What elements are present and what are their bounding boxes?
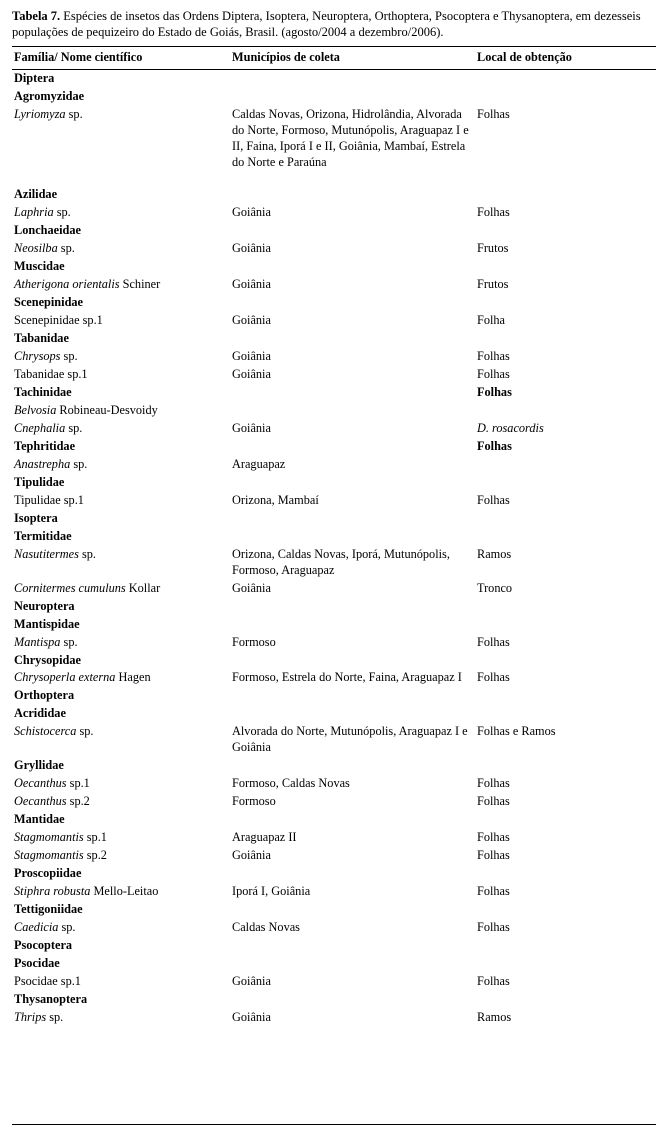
table-row <box>12 70 656 88</box>
table-row <box>12 669 656 687</box>
cell-species-name <box>12 366 230 384</box>
table-row <box>12 901 656 919</box>
table-row <box>12 847 656 865</box>
cell-place: Folhas <box>477 830 510 845</box>
table-row <box>12 276 656 294</box>
table-row <box>12 420 656 438</box>
cell-place <box>475 757 656 775</box>
cell-family-name: Gryllidae <box>14 758 64 773</box>
table-row <box>12 510 656 528</box>
cell-family-name: Lonchaeidae <box>14 222 81 237</box>
species-genus: Schistocerca <box>14 724 77 739</box>
table-row <box>12 546 656 580</box>
species-genus: Belvosia <box>14 402 57 417</box>
cell-cities <box>230 474 475 492</box>
cell-place <box>475 865 656 883</box>
cell-place <box>475 991 656 1009</box>
cell-place: Folhas e Ramos <box>477 724 556 739</box>
cell-cities: Goiânia <box>232 366 271 381</box>
table-row <box>12 757 656 775</box>
table-row <box>12 919 656 937</box>
insect-species-table <box>12 46 656 1027</box>
species-suffix: sp.2 <box>66 794 90 809</box>
cell-family-name: Azilidae <box>14 186 58 201</box>
cell-cities: Formoso <box>232 634 276 649</box>
cell-cities <box>230 616 475 634</box>
cell-cities <box>230 757 475 775</box>
table-row <box>12 829 656 847</box>
table-row <box>12 186 656 204</box>
table-row <box>12 723 656 757</box>
cell-cities <box>230 865 475 883</box>
cell-place <box>475 705 656 723</box>
cell-place <box>475 420 656 438</box>
cell-cities <box>230 88 475 106</box>
species-suffix: Kollar <box>125 580 161 595</box>
cell-family-name: Tachinidae <box>14 384 72 399</box>
cell-place: Ramos <box>477 546 512 561</box>
species-suffix: Schiner <box>119 276 161 291</box>
cell-place <box>475 955 656 973</box>
cell-species-name <box>12 973 230 991</box>
cell-family-name: Acrididae <box>14 706 66 721</box>
cell-cities: Iporá I, Goiânia <box>232 884 311 899</box>
cell-species-name <box>12 723 230 757</box>
cell-cities <box>230 652 475 670</box>
cell-place <box>475 258 656 276</box>
cell-species-name <box>12 240 230 258</box>
cell-place <box>475 456 656 474</box>
cell-place: Folhas <box>477 920 510 935</box>
cell-place <box>475 937 656 955</box>
cell-family-name: Mantispidae <box>14 616 80 631</box>
table-row <box>12 348 656 366</box>
cell-cities <box>230 402 475 420</box>
species-genus: Cornitermes cumuluns <box>14 580 126 595</box>
table-row <box>12 366 656 384</box>
table-row <box>12 775 656 793</box>
column-header-place: Local de obtenção <box>475 47 656 70</box>
table-row <box>12 687 656 705</box>
table-caption-text: Espécies de insetos das Ordens Diptera, Isoptera, Neuroptera, Orthoptera, Psocoptera e Thysanoptera, em dezesseis populações de pequizeiro do Estado de Goiás, Brasil. (agosto/2004 a dezembro/2006). <box>12 9 641 39</box>
cell-place: Folhas <box>477 776 510 791</box>
table-header-row <box>12 47 656 70</box>
table-row <box>12 616 656 634</box>
cell-place: Folhas <box>477 634 510 649</box>
cell-family-name: Tabanidae <box>14 330 69 345</box>
cell-place: Folhas <box>477 884 510 899</box>
cell-species-name <box>12 883 230 901</box>
cell-species-name <box>12 829 230 847</box>
table-row <box>12 793 656 811</box>
cell-place: Frutos <box>477 240 509 255</box>
table-row <box>12 402 656 420</box>
table-row <box>12 438 656 456</box>
table-row <box>12 330 656 348</box>
species-suffix: sp. <box>76 724 94 739</box>
species-genus: Lyriomyza <box>14 106 66 121</box>
table-row <box>12 865 656 883</box>
cell-species-name <box>12 669 230 687</box>
cell-cities <box>230 901 475 919</box>
cell-place <box>475 474 656 492</box>
cell-cities: Orizona, Caldas Novas, Iporá, Mutunópolis, Formoso, Araguapaz <box>232 546 450 577</box>
species-suffix: sp.1 <box>83 830 107 845</box>
cell-species-name <box>12 847 230 865</box>
cell-family-name: Scenepinidae <box>14 294 84 309</box>
cell-family-name: Termitidae <box>14 528 72 543</box>
cell-place <box>475 222 656 240</box>
cell-place: Folhas <box>477 106 510 121</box>
table-row <box>12 106 656 172</box>
cell-place: Ramos <box>477 1010 512 1025</box>
cell-place: Folha <box>477 312 506 327</box>
species-suffix: Psocidae sp.1 <box>14 974 81 989</box>
place-italic: D. rosacordis <box>477 420 544 435</box>
cell-place: Frutos <box>477 276 509 291</box>
cell-species-name <box>12 775 230 793</box>
cell-family-name: Chrysopidae <box>14 652 81 667</box>
cell-cities <box>230 510 475 528</box>
cell-place <box>475 70 656 88</box>
cell-family-name: Proscopiidae <box>14 866 82 881</box>
cell-species-name <box>12 312 230 330</box>
table-row <box>12 1009 656 1027</box>
cell-cities: Goiânia <box>232 240 271 255</box>
cell-cities <box>230 811 475 829</box>
species-genus: Mantispa <box>14 634 61 649</box>
species-suffix: sp. <box>58 920 76 935</box>
cell-cities: Caldas Novas <box>232 920 300 935</box>
cell-place: Folhas <box>477 848 510 863</box>
cell-cities: Goiânia <box>232 276 271 291</box>
species-suffix: sp. <box>70 456 88 471</box>
cell-species-name <box>12 580 230 598</box>
cell-family-name: Tettigoniidae <box>14 902 83 917</box>
cell-cities: Goiânia <box>232 1010 271 1025</box>
species-genus: Stagmomantis <box>14 830 84 845</box>
table-row <box>12 88 656 106</box>
cell-cities <box>230 330 475 348</box>
table-row <box>12 222 656 240</box>
table-row <box>12 955 656 973</box>
cell-family-name: Tipulidae <box>14 474 65 489</box>
column-header-family: Família/ Nome científico <box>12 47 230 70</box>
cell-species-name <box>12 106 230 172</box>
cell-species-name <box>12 793 230 811</box>
cell-order-name: Psocoptera <box>14 938 73 953</box>
table-row <box>12 705 656 723</box>
cell-place: Folhas <box>477 974 510 989</box>
cell-cities <box>230 258 475 276</box>
species-suffix: Hagen <box>115 670 151 685</box>
cell-cities: Araguapaz <box>232 456 286 471</box>
cell-place <box>475 330 656 348</box>
cell-species-name <box>12 456 230 474</box>
species-suffix: Robineau-Desvoidy <box>56 402 158 417</box>
table-body <box>12 70 656 1028</box>
table-caption-label: Tabela 7. <box>12 9 61 23</box>
table-row <box>12 937 656 955</box>
cell-cities: Goiânia <box>232 848 271 863</box>
table-row <box>12 991 656 1009</box>
column-header-cities: Municípios de coleta <box>230 47 475 70</box>
cell-cities: Araguapaz II <box>232 830 297 845</box>
table-row <box>12 811 656 829</box>
cell-cities <box>230 186 475 204</box>
cell-place: Tronco <box>477 580 513 595</box>
table-row <box>12 580 656 598</box>
species-genus: Caedicia <box>14 920 59 935</box>
species-suffix: sp. <box>53 204 71 219</box>
cell-species-name <box>12 546 230 580</box>
cell-place <box>475 528 656 546</box>
cell-place <box>475 598 656 616</box>
cell-cities: Goiânia <box>232 974 271 989</box>
cell-cities: Orizona, Mambaí <box>232 492 319 507</box>
cell-species-name <box>12 919 230 937</box>
cell-species-name <box>12 276 230 294</box>
table-row <box>12 474 656 492</box>
cell-family-name: Psocidae <box>14 956 60 971</box>
cell-place <box>475 186 656 204</box>
table-row <box>12 973 656 991</box>
cell-cities: Caldas Novas, Orizona, Hidrolândia, Alvorada do Norte, Formoso, Mutunópolis, Araguapaz I e II, Faina, Iporá I e II, Goiânia, Mambaí, Estrela do Norte e Paraúna <box>232 106 469 169</box>
cell-cities <box>230 687 475 705</box>
table-row <box>12 294 656 312</box>
cell-family-name: Tephritidae <box>14 438 76 453</box>
cell-cities: Goiânia <box>232 420 271 435</box>
table-row <box>12 240 656 258</box>
cell-cities <box>230 222 475 240</box>
cell-cities: Goiânia <box>232 204 271 219</box>
table-row <box>12 492 656 510</box>
species-suffix: sp. <box>78 546 96 561</box>
cell-cities <box>230 705 475 723</box>
species-genus: Thrips <box>14 1010 47 1025</box>
cell-species-name <box>12 1009 230 1027</box>
species-suffix: sp. <box>60 348 78 363</box>
species-genus: Oecanthus <box>14 776 67 791</box>
species-genus: Chrysoperla externa <box>14 670 116 685</box>
cell-species-name <box>12 402 230 420</box>
cell-cities <box>230 438 475 456</box>
cell-species-name <box>12 204 230 222</box>
cell-place <box>475 402 656 420</box>
table-spacer-row <box>12 172 656 186</box>
cell-cities: Goiânia <box>232 580 271 595</box>
cell-species-name <box>12 634 230 652</box>
table-row <box>12 652 656 670</box>
cell-place <box>475 88 656 106</box>
species-suffix: Mello-Leitao <box>90 884 159 899</box>
table-row <box>12 456 656 474</box>
cell-place: Folhas <box>477 384 512 399</box>
table-row <box>12 258 656 276</box>
cell-cities: Goiânia <box>232 312 271 327</box>
cell-cities <box>230 528 475 546</box>
table-row <box>12 598 656 616</box>
table-row <box>12 634 656 652</box>
species-genus: Stiphra robusta <box>14 884 91 899</box>
cell-family-name: Muscidae <box>14 258 65 273</box>
table-bottom-rule <box>12 1124 656 1125</box>
cell-place <box>475 811 656 829</box>
species-genus: Neosilba <box>14 240 58 255</box>
species-suffix: sp. <box>46 1010 64 1025</box>
cell-family-name: Mantidae <box>14 812 65 827</box>
cell-place <box>475 616 656 634</box>
table-row <box>12 312 656 330</box>
cell-cities <box>230 70 475 88</box>
species-genus: Anastrepha <box>14 456 71 471</box>
cell-cities <box>230 384 475 402</box>
cell-cities <box>230 955 475 973</box>
cell-place: Folhas <box>477 438 512 453</box>
cell-place: Folhas <box>477 366 510 381</box>
table-head <box>12 47 656 70</box>
cell-species-name <box>12 348 230 366</box>
species-suffix: sp. <box>57 240 75 255</box>
table-row <box>12 528 656 546</box>
table-row <box>12 883 656 901</box>
species-suffix: sp. <box>65 420 83 435</box>
table-caption <box>0 0 668 46</box>
cell-order-name: Orthoptera <box>14 688 75 703</box>
cell-place: Folhas <box>477 204 510 219</box>
species-suffix: sp. <box>60 634 78 649</box>
spacer-cell <box>12 172 656 186</box>
cell-cities: Formoso <box>232 794 276 809</box>
species-suffix: sp.1 <box>66 776 90 791</box>
cell-cities <box>230 991 475 1009</box>
species-suffix: Tabanidae sp.1 <box>14 366 88 381</box>
cell-order-name: Neuroptera <box>14 598 75 613</box>
species-suffix: sp. <box>65 106 83 121</box>
cell-cities <box>230 598 475 616</box>
cell-order-name: Isoptera <box>14 510 58 525</box>
cell-place <box>475 687 656 705</box>
cell-order-name: Diptera <box>14 71 55 85</box>
species-genus: Laphria <box>14 204 54 219</box>
cell-cities: Formoso, Estrela do Norte, Faina, Araguapaz I <box>232 670 462 685</box>
table-row <box>12 204 656 222</box>
cell-place <box>475 652 656 670</box>
table-row <box>12 384 656 402</box>
cell-family-name: Agromyzidae <box>14 88 85 103</box>
species-suffix: sp.2 <box>83 848 107 863</box>
species-genus: Chrysops <box>14 348 61 363</box>
cell-place: Folhas <box>477 348 510 363</box>
cell-place <box>475 901 656 919</box>
species-genus: Nasutitermes <box>14 546 79 561</box>
cell-cities <box>230 294 475 312</box>
species-suffix: Tipulidae sp.1 <box>14 492 84 507</box>
cell-order-name: Thysanoptera <box>14 992 88 1007</box>
species-genus: Stagmomantis <box>14 848 84 863</box>
species-genus: Oecanthus <box>14 794 67 809</box>
species-genus: Cnephalia <box>14 420 66 435</box>
cell-cities: Alvorada do Norte, Mutunópolis, Araguapaz I e Goiânia <box>232 724 468 755</box>
cell-place <box>475 294 656 312</box>
cell-species-name <box>12 492 230 510</box>
species-suffix: Scenepinidae sp.1 <box>14 312 103 327</box>
cell-place: Folhas <box>477 492 510 507</box>
cell-cities: Goiânia <box>232 348 271 363</box>
species-genus: Atherigona orientalis <box>14 276 120 291</box>
cell-cities: Formoso, Caldas Novas <box>232 776 350 791</box>
cell-cities <box>230 937 475 955</box>
cell-place: Folhas <box>477 794 510 809</box>
cell-place: Folhas <box>477 670 510 685</box>
cell-species-name <box>12 420 230 438</box>
cell-place <box>475 510 656 528</box>
